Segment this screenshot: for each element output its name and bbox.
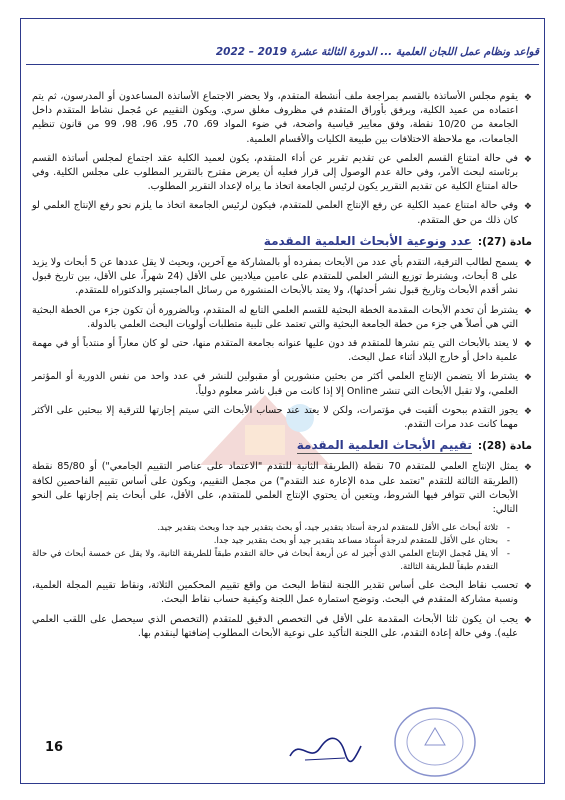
bullet-icon: ❖ (523, 340, 532, 351)
sub-list-item (32, 548, 532, 574)
paragraph-text: يجوز التقدم ببحوث ألقيت في مؤتمرات، ولكن لا يعتد عند حساب الأبحاث التي سيتم إجازتها للترقية إلا ببحثين على الأكثر مهما كانت عدد مرات التقدم. (32, 404, 518, 431)
article-number: مادة (28): (477, 440, 532, 453)
sub-list-item (32, 522, 532, 535)
intro-paragraph (32, 152, 532, 195)
bullet-icon: ❖ (523, 202, 532, 213)
header-title: قواعد ونظام عمل اللجان العلمية ... الدورة الثالثة عشرة 2019 – 2022 (215, 46, 539, 58)
article-number: مادة (27): (477, 235, 532, 248)
dash-icon: - (506, 536, 510, 547)
article-27-paragraph (32, 404, 532, 432)
bullet-icon: ❖ (523, 582, 532, 593)
paragraph-text: يسمح لطالب الترقية، التقدم بأي عدد من الأبحاث بمفرده أو بالمشاركة مع آخرين، وبحيث لا يقل عددها عن 5 أبحاث ولا يزيد على 8 أبحاث، ويشترط توزيع النشر العلمي للمتقدم على عامين ميلاديين على الأقل (24 شهراً، على الأقل، بين تاريخ قبول نشر أقدم الأبحاث وتاريخ قبول نشر أحدثها)، ولا يعتد بالأبحاث المنشورة من رسائل الماجستير والدكتوراه للمتقدم. (32, 257, 518, 297)
dash-icon: - (506, 523, 510, 534)
sub-list-text: بحثان على الأقل للمتقدم لدرجة أستاذ مساعد بتقدير جيد أو بحث بتقدير جيد جدا. (213, 536, 498, 547)
official-seal (390, 700, 480, 780)
intro-paragraph (32, 199, 532, 227)
sub-list-item (32, 535, 532, 548)
bullet-icon: ❖ (523, 306, 532, 317)
article-title: تقييم الأبحاث العلمية المقدمة (297, 438, 472, 454)
paragraph-text: وفي حالة امتناع عميد الكلية عن رفع الإنتاج العلمي للمتقدم، فيكون لرئيس الجامعة اتخاذ ما يلزم نحو رفع الإنتاج العلمي لو كان ذلك من حق المتقدم. (32, 200, 518, 226)
paragraph-text: يجب ان يكون ثلثا الأبحاث المقدمة على الأقل في التخصص الدقيق للمتقدم (التخصص الذي سيحصل على اللقب العلمي عليه). وفي حالة إعادة التقدم، على اللجنة التأكيد على نوعية الأبحاث المطلوب إضافتها لينقدم بها. (32, 613, 518, 639)
article-title: عدد ونوعية الأبحاث العلمية المقدمة (264, 234, 472, 250)
bullet-icon: ❖ (523, 154, 532, 165)
paragraph-text: يمثل الإنتاج العلمي للمتقدم 70 نقطة (الطريقة الثانية للتقدم "الاعتماد على عناصر التقييم الجامعي") أو 85/80 نقطة (الطريقة الثالثة للتقدم "تعتمد على مدة الإعارة عند التقدم") من مجمل التقييم، ويكون على أساس تقييم الفاحصين لكافة الأبحاث التي تتوافر فيها الشروط، ويتعين أن يحتوي الإنتاج العلمي للمتقدم، على الأقل، على أبحاث يتم إجازتها على النحو التالي: (32, 461, 518, 516)
article-27-paragraph (32, 337, 532, 365)
article-28-paragraph (32, 613, 532, 641)
dash-icon: - (506, 549, 510, 560)
article-27-heading (32, 234, 532, 250)
bullet-icon: ❖ (523, 406, 532, 417)
page-content (32, 90, 532, 646)
paragraph-text: في حالة امتناع القسم العلمي عن تقديم تقرير عن أداء المتقدم، يكون لعميد الكلية عقد اجتماع لمجلس أساتذة القسم برئاسته لبحث الأمر، وفي حالة عدم الوصول إلى قرار فعليه أن يعرض مقترح بالتقرير المطلوب على مجلس الكلية. وفي حالة امتناع الكلية عن تقديم التقرير يكون لرئيس الجامعة اتخاذ ما يراه لإعداد التقرير المطلوب. (32, 152, 518, 193)
paragraph-text: يشترط أن تخدم الأبحاث المقدمة الخطة البحثية للقسم العلمي التابع له المتقدم، وبالضرورة أن تكون جزء من الخطة البحثية التي هي أصلاً هي جزء من خطة الجامعة البحثية والتي تعتمد على تلبية متطلبات أولويات البحث العلمي بالدولة. (32, 304, 518, 330)
bullet-icon: ❖ (523, 463, 532, 474)
paragraph-text: لا يعتد بالأبحاث التي يتم نشرها للمتقدم قد دون عليها عنوانه بجامعة المتقدم منها، حتى لو كان معاراً أو منتدباً أو في مهمة علمية داخل أو خارج البلاد أثناء عمل البحث. (32, 338, 518, 364)
article-27-paragraph (32, 370, 532, 398)
bullet-icon: ❖ (523, 615, 532, 626)
article-27-paragraph (32, 256, 532, 299)
page-header (26, 42, 539, 65)
article-27-paragraph (32, 304, 532, 332)
paragraph-text: يقوم مجلس الأساتذة بالقسم بمراجعة ملف أنشطة المتقدم، ولا يحضر الاجتماع الأساتذة المساعدون أو المدرسون، ثم يتم اعتماده من عميد الكلية، ويرفق بأوراق المتقدم في مظروف مغلق سري. ويكون التقييم عن مُجمل نشاط المتقدم داخل الجامعة من 10/20 نقطة، وفق معايير قياسية واضحة، في ضوء المواد 69، 70، 95، 96، 98، 99 من قانون تنظيم الجامعات، مع ملاحظة الاختلافات بين طبيعة الكليات والأقسام العلمية. (32, 91, 518, 145)
paragraph-text: تحسب نقاط البحث على أساس تقدير اللجنة لنقاط البحث من واقع تقييم المحكمين الثلاثة، ونقاط تقييم المجلة العلمية، ونسبة مشاركة المتقدم في البحث. وتوضح استمارة عمل اللجنة وكيفية حساب نقاط البحث. (32, 580, 518, 606)
article-28-paragraph (32, 460, 532, 517)
bullet-icon: ❖ (523, 93, 532, 103)
article-28-heading (32, 438, 532, 454)
paragraph-text: يشترط ألا يتضمن الإنتاج العلمي أكثر من بحثين منشورين أو مقبولين للنشر في عدد واحد من نفس الدورية أو المؤتمر العلمي، ولا تقبل الأبحاث التي تنشر Online إلا إذا كانت من قبل ناشر معلوم دولياً. (32, 371, 518, 397)
article-28-paragraph (32, 579, 532, 607)
sub-list-text: ألا يقل مُجمل الإنتاج العلمي الذي أُجيز له عن أربعة أبحاث في حالة التقدم طبقاً للطريقة الثانية، ولا يقل عن خمسة أبحاث في حالة التقدم طبقاً للطريقة الثالثة. (32, 549, 498, 573)
bullet-icon: ❖ (523, 373, 532, 384)
signature-image (285, 728, 365, 768)
intro-paragraph (32, 90, 532, 147)
page-number: 16 (45, 740, 64, 755)
bullet-icon: ❖ (523, 259, 532, 270)
sub-list-text: ثلاثة أبحاث على الأقل للمتقدم لدرجة أستاذ بتقدير جيد، أو بحث بتقدير جيد جدا وبحث بتقدير جيد. (157, 523, 498, 534)
